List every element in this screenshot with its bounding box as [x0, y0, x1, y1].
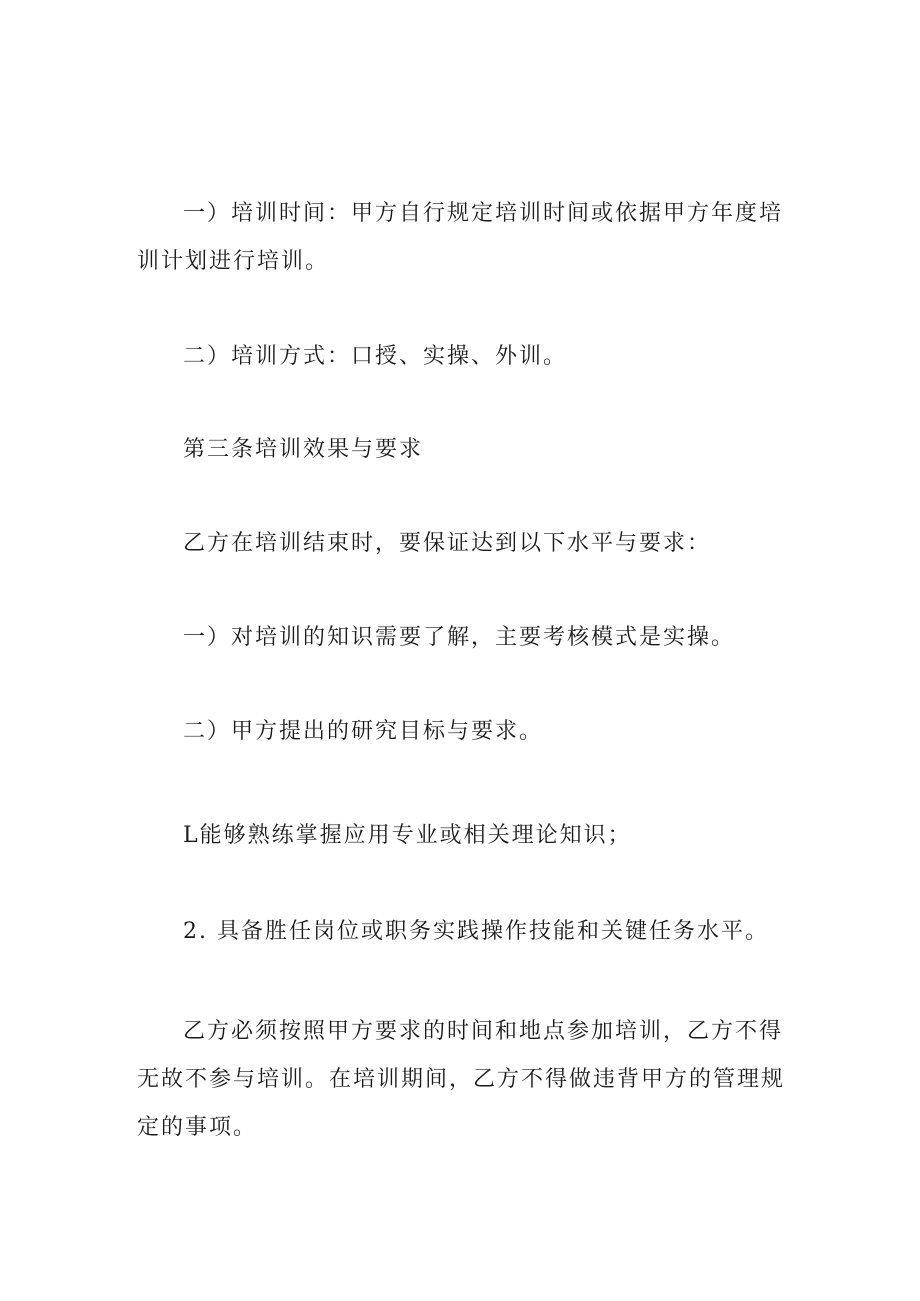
list-item-theory-knowledge: L能够熟练掌握应用专业或相关理论知识； [183, 823, 632, 848]
paragraph-research-goals: 二）甲方提出的研究目标与要求。 [183, 719, 544, 744]
paragraph-knowledge-requirement: 一）对培训的知识需要了解，主要考核模式是实操。 [183, 625, 736, 650]
paragraph-attendance-obligation: 乙方必须按照甲方要求的时间和地点参加培训，乙方不得 无故不参与培训。在培训期间，乙方不得做违背甲方的管理规 定的事项。 [137, 1019, 786, 1140]
list-item-practical-skills: 2. 具备胜任岗位或职务实践操作技能和关键任务水平。 [183, 919, 769, 944]
paragraph-training-method: 二）培训方式：口授、实操、外训。 [183, 344, 568, 369]
paragraph-training-time: 一）培训时间：甲方自行规定培训时间或依据甲方年度培 训计划进行培训。 [137, 201, 784, 274]
paragraph-requirements-intro: 乙方在培训结束时，要保证达到以下水平与要求： [183, 531, 712, 556]
section-heading-article-3: 第三条培训效果与要求 [183, 437, 424, 462]
